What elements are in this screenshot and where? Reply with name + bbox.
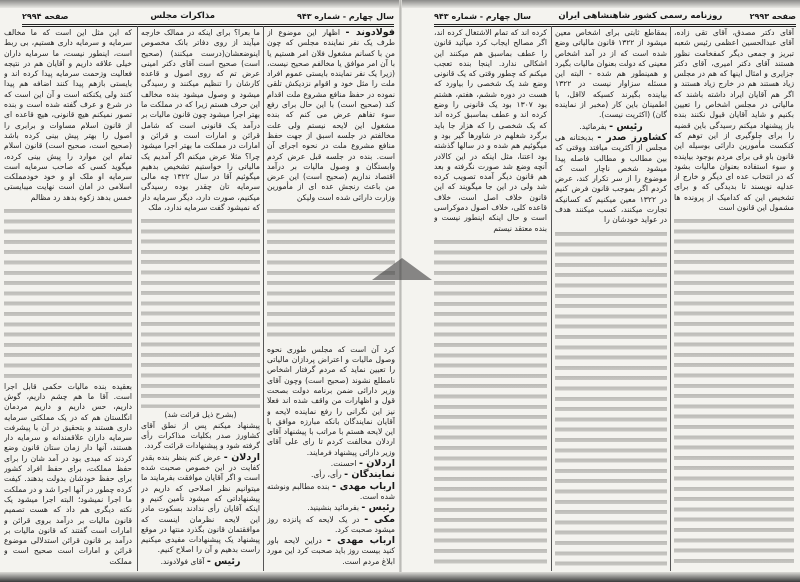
paragraph-text: بفرمائید. bbox=[579, 121, 607, 131]
paragraph bbox=[141, 28, 260, 213]
illegible-text-block bbox=[141, 216, 260, 407]
column-bottom-text bbox=[141, 410, 260, 568]
speaker-name: اردلان - bbox=[358, 458, 395, 470]
paragraph-text: آقای دکتر مصدق، آقای تقی زاده، آقای عبدالحسین اعظمی رئیس شعبه تبریز و جمعی دیگر کمفخامت نظور هستند آقای دکتر امیری، آقای دکتر جزایری و امثال اینها که هم در مجلس زیاد هستند هم در خارج زیاد هستند و اگر هم آقایان ایراد داشته باشند که مالیاتی در مجلس اشخاص را تعیین بکنیم و شاید آقایان قبول نکنند بنده باز پیشنهاد میکنم رسیدگی باین قضیه را برای جلوگیری از این توهم که کنکست مأمورین دارائی بوسیله این قانون باو قی برای مردم بوجود بیاینده و سوء استفاده بعنوان مالیات بشود که در انتخاب عده ای دیگر و خارج از عدلیه نویسند تا بدیدگی که و برای تشخیص این که کدامیک از پرونده ها مشمول این قانون است bbox=[674, 28, 794, 213]
paragraph bbox=[267, 482, 395, 503]
speaker-name: رئیس - bbox=[361, 502, 395, 514]
paragraph bbox=[141, 410, 260, 420]
speaker-name: ارباب مهدی - bbox=[327, 535, 395, 547]
paragraph bbox=[555, 133, 667, 226]
speaker-name: کشاورز صدر - bbox=[597, 131, 667, 143]
paragraph bbox=[267, 28, 395, 203]
column-divider bbox=[263, 26, 264, 571]
paragraph bbox=[267, 536, 395, 567]
illegible-text-block bbox=[434, 237, 547, 566]
right-page-column-2 bbox=[555, 28, 667, 568]
paragraph-text: بمقاطع ثابتی برای اشخاص معین میشود از ۱۳۲۲ قانون مالیاتی وضع شده است که از در آمد اشخاص معینی که دولت بعنوان مالیات بگیرد و همینطور هم شده - البته این مسئله سزاوار نیست در ۱۳۲۲ بیاینده بگیرند کسیکه لااقل، با اطمینان باین کار (مخبر از نماینده گان) (اکثریت نیست). bbox=[555, 28, 667, 120]
paragraph bbox=[267, 470, 395, 480]
paragraph-text: ما بعرا؟ برای اینکه در ممالک خارجه میآیند از روی دفاتر بانک مخصوص اینوضعشان(درست میکنند) (صحیح است) صحیح است آقای دکتر امینی عرض تم که روی اصول و قاعده کارشان را تنظیم میکنند و رسیدگی میشود و وصول میشود بنده مخالف این حرف هستم زیرا که در مملکت ما بهتر اجرا میشود چون قانون مالیات بر درآمد یک قانونی است که شامل قرائن و امارات است و قرائن و امارات در مملکت ما بهتر اجرا میشود چرا؟ مثلا عرض میکنم اگر آمدیم یک مالیاتی را خواستیم تشخیص بدهیم میگوئیم آقا در سال ۱۳۲۲ چه مالی سرمایه تان چقدر بوده رسیدگی میکنیم، صورت دارد، دیگر سرمایه دار که نمیشود گفت سرمایه ندارد، ملک bbox=[141, 28, 260, 213]
fold-shadow bbox=[372, 258, 432, 280]
paragraph-text: بنده مطالبم ونوشته شده است. bbox=[267, 481, 395, 501]
paragraph-text: که این مثل این است که ما مخالف سرمایه و سرمایه داری هستیم، بی ربط است، اینطور نیست، ما سرمایه داران خیلی علاقه داریم و آقایان هم در نتیجه فعالیت وزحمت سرمایه پیدا کرده اند و بایستی بازهم پیدا کنند اضافه هم پیدا کنند ولی یکنکته است و آن این است که در شرع و عرف گفته شده است و بنده تصور نمیکنم هیچ قانونی، هیچ قاعده ای از قانون اسلام مساوات و برابری را اصول را بهتر پیش بینی کرده باشد (صحیح است، صحیح است) قانون اسلام تمام این موارد را پیش بینی کرده، میگوید کسی که صاحب سرمایه است سرمایه او ملک او و خود خودمملکت اسلامی در امان است نهایت میبایستی خمس بدهد زکوة بدهد رد مظالم bbox=[4, 28, 132, 202]
paragraph bbox=[141, 557, 260, 567]
scan-bottom-edge bbox=[0, 572, 800, 582]
speaker-name: اردلان - bbox=[223, 451, 260, 463]
left-page-column-3 bbox=[4, 28, 132, 568]
left-page-column-1 bbox=[267, 28, 395, 568]
paragraph bbox=[674, 28, 794, 213]
paragraph-text: احسنت. bbox=[330, 459, 357, 469]
column-bottom-text bbox=[4, 382, 132, 568]
left-section-title: مذاکرات مجلس bbox=[150, 11, 216, 21]
paragraph bbox=[267, 345, 395, 458]
speaker-name: مکی - bbox=[364, 513, 395, 525]
speaker-name: رئیس - bbox=[206, 555, 241, 567]
illegible-text-block bbox=[674, 216, 794, 566]
right-page-column-3 bbox=[674, 28, 794, 568]
left-page-header bbox=[22, 8, 394, 27]
left-page-number: صفحه ۲۹۹۴ bbox=[22, 11, 69, 21]
paragraph-text: بعقیده بنده مالیات حکمی قابل اجرا است. آقا ما هم چشم داریم، گوش داریم، حس داریم و داریم مردمان انگلستان هم که در یک مملکتی سرمایه داری هستند و بتحقیق در آن با پیشرفت سرمایه داران علاقمندانه و سرمایه دار هستند، آنها دار زمان ستان قانون وضع کردند که مبدی بود در آمد شان را برای حفظ مملکت، برای حفظ افراد کشور برای حفظ خودشان بدولت بدهند. کیفت کرده چطور در آنها اجرا شد و در مملکت ما اجرا نمیشود؛ البته اجرا میشود یک نکته دیگری هم داد که هست تصمیم قانون مالیات بر درآمد بروی قرائن و امارات است گفتند که قانون مالیات بر درآمد بر قانون قرائن استدلالی موضوع قرائن و امارات است صحیح است و مملکت bbox=[4, 381, 132, 566]
paragraph-text: دراین لایحه باور کنید بیست روز باید صحبت کرد این مورد ابلاغ مردم است. bbox=[267, 536, 395, 566]
right-page-column-1 bbox=[434, 28, 547, 568]
paragraph bbox=[4, 382, 132, 567]
paragraph bbox=[267, 459, 395, 469]
paragraph bbox=[267, 503, 395, 513]
right-page-number: صفحه ۲۹۹۳ bbox=[749, 11, 796, 21]
speaker-name: فولادوند - bbox=[345, 28, 395, 38]
paragraph-text: اظهار این موضوع از طرف یک نفر نماینده مجلس که چون من با کسانم مشغول فلان امر هستیم یا با آن امر موافق یا مخالفم صحیح نیست، (زیرا یک نفر نماینده بایستی عموم افراد ملت را مثل خود و اقوام نزدیکش تلقی نموده در حفظ منافع مشروع ملت اقدام کند (صحیح است) با این حال برای رفع سوء تفاهم عرض می کنم که بنده مشغول این لایحه نیستم ولی علت مخالفتم در جلسه اسبق از جهت حفظ منافع مشروع ملت در نحوه اجرای آن است. بنده در جلسه قبل عرض کردم وابستگان و وصول مالیات بر درآمد اقتصاد نداریم (صحیح است) این عرض من باعث رنجش عده ای از مأمورین وزارت دارائی شده است ولیکن bbox=[267, 28, 395, 202]
column-top-text bbox=[4, 28, 132, 204]
paragraph bbox=[555, 28, 667, 121]
speaker-name: ارباب مهدی - bbox=[332, 480, 395, 492]
speaker-name: رئیس - bbox=[609, 120, 643, 132]
left-page-column-2 bbox=[141, 28, 260, 568]
paragraph-text: پیشنهاد میکنم پس از نطق آقای کشاورز صدر بکلیات مذاکرات رأی گرفته شود و پیشنهادات قرائت گردد. bbox=[141, 420, 260, 451]
paragraph-text: بفرمائید بنشینید. bbox=[307, 503, 359, 513]
column-divider bbox=[551, 26, 552, 571]
right-issue: سال چهارم - شماره ۹۴۳ bbox=[434, 11, 532, 21]
column-top-text bbox=[267, 28, 395, 204]
column-top-text bbox=[141, 28, 260, 214]
illegible-text-block bbox=[555, 229, 667, 566]
column-divider bbox=[137, 26, 138, 571]
column-top-text bbox=[555, 28, 667, 227]
paragraph-text: بدبختانه هی مجلس از اکثریت میافتد ووقتی که بین مطالب و مطالب فاصله پیدا میشود شخص ناچار است که موضوع را از سر تکرار کند، عرض کردم اگر بموجب قانون فرض کنیم در ۱۳۲۲ معین میکنیم که کسانیکه تجارت میکنند، کسب میکنند هدف در عواید خودشان را bbox=[555, 132, 667, 225]
speaker-name: نمایندگان - bbox=[344, 469, 395, 481]
paragraph-text: عرض کنم بنظر بنده بقدر کفایت در این خصوص صحبت شده است و اگر آقایان موافقت بفرمایند ما میتوانیم نظر اصلاحی که داریم در پیشنهاداتی که میشود تأمین کنیم و اینکه آقایان رأی ندادند بسکوت مادر این لایحه نظرمان اینست که موافقتمان قانون بگذرد منتها در موقع پیشنهاد یک پیشنهادات مفیدی میکنیم راست بدهیم و آن را اصلاح کنیم. bbox=[141, 452, 260, 555]
illegible-text-block bbox=[4, 206, 132, 380]
left-issue: سال چهارم - شماره ۹۴۳ bbox=[296, 11, 394, 21]
paragraph bbox=[267, 515, 395, 536]
column-top-text bbox=[434, 28, 547, 235]
paragraph-text: کرده اند که تمام الاشتغال کرده اند، اگر مصالح ایجاب کرد میآئید قانون را عطف بماسبق هم میکنند این اشکالی ندارد. اینجا بنده تعجب میکنم که چطور وقتی که یک قانونی وضع شد یک شخصی را بیاورد که هست در دوره ششم، هفتم، هشتم بود ۱۳۰۷ بود یک قانونی را وضع کرده اند و عطف بماسبق کرده اند که یک شخصی را که هزار جا باید برگرد شغلهم در شاورها گیر بود و میگوئیم هم شده و در سالها گذشته بود اعتنا، مثل اینکه در این کالادر آنچه وضع شد صورت نگرفته و بعد هم قانون دیگر آمده تصویب کرده شد ولی در این جا میگویند که این قانون خلاف اصل است، خلاف قاعده کلی، خلاف اصول دموکراسی است و حال اینکه اینطور نیست و بنده معتقد نیستم bbox=[434, 28, 547, 233]
paragraph bbox=[141, 421, 260, 452]
right-publication-title: روزنامه رسمی کشور شاهنشاهی ایران bbox=[558, 11, 723, 21]
right-page-header bbox=[434, 8, 796, 27]
paragraph bbox=[141, 453, 260, 556]
column-divider bbox=[670, 26, 671, 571]
paragraph bbox=[555, 122, 667, 132]
column-top-text bbox=[674, 28, 794, 214]
paragraph-text: کرد آن است که مجلس طوری نحوه وصول مالیات و اعتراض پردازان مالیاتی را تعیین نماید که مردم گرفتار اشخاص نامطلع نشوند (صحیح است) وچون آقای وزیر دارائی ضمن برنامه دولت بصحت قول و اظهارات من واقف شده اند فعلا نیز این نگرانی را رفع نماینده لایحه و آقایان نمایندگان بانکه مبارزه موافق با این لایحه هستم با مراتب با پیشنهاد آقای اردلان مخالفت کردم تا رای علی آقای وزیر دارائی پیشنهاد فرمایند. bbox=[267, 344, 395, 457]
paragraph bbox=[434, 28, 547, 234]
column-bottom-text bbox=[267, 345, 395, 568]
paragraph-text: (بشرح ذیل قرائت شد) bbox=[164, 409, 237, 419]
paragraph bbox=[4, 28, 132, 203]
paragraph-text: رأی، رأی. bbox=[310, 470, 342, 480]
paragraph-text: در یک لایحه که پانزده روز میشود صحبت کرد. bbox=[267, 514, 395, 534]
page-fold bbox=[399, 0, 402, 582]
paragraph-text: آقای فولادوند. bbox=[160, 556, 205, 566]
